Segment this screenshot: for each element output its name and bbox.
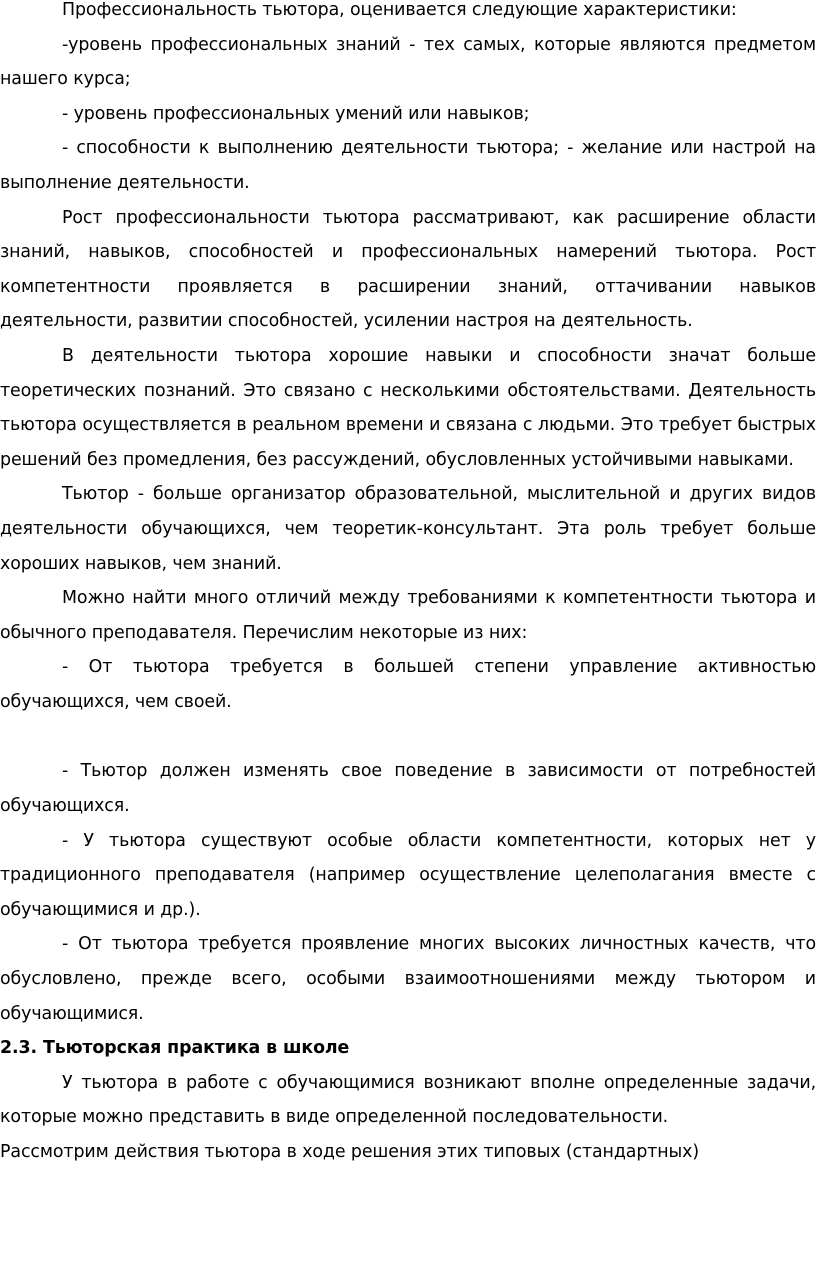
paragraph-differences: Можно найти много отличий между требованиями к компетентности тьютора и обычного преподавателя. Перечислим некоторые из них: [0,588,816,643]
paragraph-skills-level: - уровень профессиональных умений или навыков; [62,103,530,124]
section-heading: 2.3. Тьюторская практика в школе [0,1038,350,1059]
paragraph-difference-3: - У тьютора существуют особые области компетентности, которых нет у традиционного преподавателя (например осуществление целеполагания вместе с обучающимися и др.). [0,830,816,920]
paragraph-tutor-organizer: Тьютор - больше организатор образовательной, мыслительной и других видов деятельности обучающихся, чем теоретик-консультант. Эта роль требует больше хороших навыков, чем знаний. [0,484,816,574]
paragraph-section-intro: У тьютора в работе с обучающимися возникают вполне определенные задачи, которые можно представить в виде определенной последовательности. [0,1072,816,1128]
paragraph-professional-growth: Рост профессиональности тьютора рассматривают, как расширение области знаний, навыков, способностей и профессиональных намерений тьютора. Рост компетентности проявляется в расширении знаний, оттачивании навыков деятельности, развитии способностей, усилении настроя на деятельность. [0,207,816,332]
paragraph-difference-2: - Тьютор должен изменять свое поведение в зависимости от потребностей обучающихся. [0,761,816,817]
paragraph-difference-1: - От тьютора требуется в большей степени управление активностью обучающихся, чем своей. [0,657,816,712]
paragraph-section-actions: Рассмотрим действия тьютора в ходе решения этих типовых (стандартных) [0,1142,700,1162]
paragraph-difference-4: - От тьютора требуется проявление многих высоких личностных качеств, что обусловлено, прежде всего, особыми взаимоотношениями между тьютором и обучающимися. [0,934,816,1024]
paragraph-skills-vs-theory: В деятельности тьютора хорошие навыки и способности значат больше теоретических познаний. Это связано с несколькими обстоятельствами. Деятельность тьютора осуществляется в реальном времени и связана с людьми. Это требует быстрых решений без промедления, без рассуждений, обусловленных устойчивыми навыками. [0,345,816,470]
paragraph-abilities: - способности к выполнению деятельности тьютора; - желание или настрой на выполнение деятельности. [0,138,816,193]
paragraph-intro: Профессиональность тьютора, оценивается следующие характеристики: [62,0,737,20]
paragraph-knowledge-level: -уровень профессиональных знаний - тех самых, которые являются предметом нашего курса; [0,34,816,90]
